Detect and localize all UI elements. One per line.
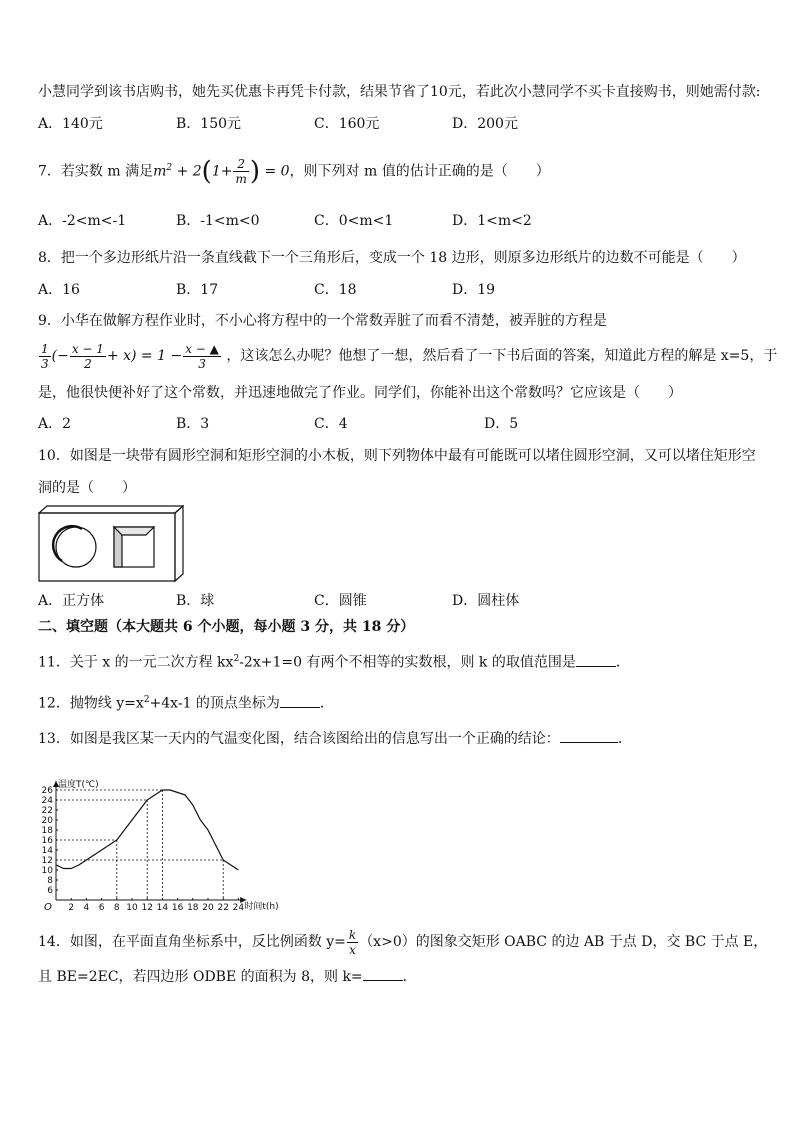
q7-frac-num: 2 [233,157,248,172]
q6-options [38,114,758,134]
y-tick-label: 12 [41,856,53,866]
q9-stem-line3: 是，他很快便补好了这个常数，并迅速地做完了作业。同学们，你能补出这个常数吗？它应该是（ ） [38,385,682,401]
x-tick-label: 12 [141,903,153,913]
x-tick-label: 22 [217,903,229,913]
q14-text2-a: 且 BE=2EC，若四边形 ODBE 的面积为 8，则 k= [38,969,363,985]
q9-option-c[interactable]: C．4 [314,416,348,432]
q14-fraction [347,928,358,957]
q9-frac1-num: 1 [41,341,49,356]
q9-option-d[interactable]: D．5 [484,416,519,432]
q7-fraction [233,157,248,186]
q9-option-b[interactable]: B．3 [176,416,210,432]
q14-stem-line1 [38,926,767,958]
q9-paren-open: (− [51,348,69,364]
y-tick-label: 10 [41,866,53,876]
square-hole-top-wall [114,527,154,535]
q14-answer-blank[interactable] [363,966,403,981]
q10-option-c[interactable]: C．圆锥 [314,593,367,609]
q7-option-b[interactable]: B．-1<m<0 [176,213,260,229]
q9-frac1-den: 3 [41,356,49,371]
q14-end: ． [402,969,417,985]
q6-stem: 小慧同学到该书店购书，她先买优惠卡再凭卡付款，结果节省了10元，若此次小慧同学不买卡直接购书，则她需付款: [38,84,761,100]
y-tick-label: 26 [41,786,53,796]
q14-text-b: （x>0）的图象交矩形 OABC 的边 AB 于点 D，交 BC 于点 E， [359,934,768,950]
y-tick-label: 20 [41,816,53,826]
x-tick-label: 4 [83,903,90,913]
board-side-face [175,506,183,581]
q14-text-a: 14．如图，在平面直角坐标系中，反比例函数 y= [38,934,346,950]
q12-text-b: +4x-1 的顶点坐标为 [149,695,280,712]
q6-option-c[interactable]: C．160元 [314,116,380,132]
x-tick-label: 10 [126,903,138,913]
y-axis-label: 温度T(℃) [58,780,99,790]
q9-frac3-num: x − ▲ [185,341,219,356]
q8-option-c[interactable]: C．18 [314,282,357,298]
q9-options [38,414,758,434]
x-tick-label: 18 [187,903,199,913]
q10-option-a[interactable]: A．正方体 [38,593,105,609]
q11-text-a: 11．关于 x 的一元二次方程 kx [38,654,234,671]
q9-frac3 [183,342,221,371]
q7-option-d[interactable]: D．1<m<2 [452,213,532,229]
q6-option-d[interactable]: D．200元 [452,116,518,132]
round-hole-shadow [53,526,82,561]
origin-label: O [44,902,52,913]
q10-option-b[interactable]: B．球 [176,593,215,609]
q7-prefix: 7．若实数 m 满足 [38,163,154,180]
q13-stem [38,728,632,749]
y-tick-label: 14 [41,846,53,856]
q7-plus2: + 2 [176,163,202,180]
q9-equation-line [38,338,777,374]
y-tick-label: 18 [41,826,53,836]
board-front-face [39,513,175,581]
q7-sq: 2 [166,163,173,173]
y-tick-label: 8 [47,876,53,886]
temperature-chart [34,756,280,916]
x-tick-label: 6 [98,903,105,913]
q7-option-c[interactable]: C．0<m<1 [314,213,394,229]
q11-text-b: -2x+1=0 有两个不相等的实数根，则 k 的取值范围是 [239,654,576,671]
q7-option-a[interactable]: A．-2<m<-1 [38,213,127,229]
q7-options [38,211,758,231]
q12-text-a: 12．抛物线 y=x [38,695,144,712]
y-tick-label: 16 [41,836,53,846]
q13-end: ． [617,731,632,747]
q7-one-plus: 1+ [211,163,233,180]
q11-sup: 2 [233,654,240,664]
q10-option-d[interactable]: D．圆柱体 [452,593,520,609]
x-tick-label: 14 [156,903,169,913]
q7-eq0: = 0 [264,163,290,180]
y-tick-label: 24 [41,796,53,806]
q10-stem-line2: 洞的是（ ） [38,480,136,496]
q12-end: ． [319,695,334,712]
q12-sup: 2 [143,695,150,705]
q8-option-b[interactable]: B．17 [176,282,219,298]
q9-stem-line2: ，这该怎么办呢？他想了一想，然后看了一下书后面的答案，知道此方程的解是 x=5，于 [226,348,778,364]
q8-option-d[interactable]: D．19 [452,282,496,298]
q6-option-a[interactable]: A．140元 [38,116,103,132]
q13-text: 13．如图是我区某一天内的气温变化图，结合该图给出的信息写出一个正确的结论： [38,731,560,747]
q12-stem [38,690,334,714]
x-tick-label: 16 [171,903,184,913]
x-tick-label: 2 [68,903,75,913]
q9-frac2-num: x − 1 [71,341,104,356]
q14-frac-num: k [348,927,357,942]
x-tick-label: 8 [113,903,120,913]
q11-answer-blank[interactable] [576,652,616,667]
q6-option-b[interactable]: B．150元 [176,116,242,132]
section-fill-in-heading: 二、填空题（本大题共 6 个小题，每小题 3 分，共 18 分） [38,619,415,635]
y-tick-label: 6 [47,886,53,896]
q9-frac3-den: 3 [198,356,206,371]
q8-stem: 8．把一个多边形纸片沿一条直线截下一个三角形后，变成一个 18 边形，则原多边形纸片的边数不可能是（ ） [38,250,746,266]
q7-m: m [153,163,167,180]
q9-frac1 [39,342,51,371]
q13-answer-blank[interactable] [560,728,618,743]
x-axis-label: 时间t(h) [244,902,279,912]
q8-option-a[interactable]: A．16 [38,282,80,298]
y-tick-label: 22 [41,806,53,816]
q9-stem-line1: 9．小华在做解方程作业时，不小心将方程中的一个常数弄脏了而看不清楚，被弄脏的方程是 [38,313,607,329]
q14-stem-line2 [38,966,417,987]
wood-board-figure [38,505,184,585]
q14-frac-den: x [349,942,356,957]
q11-end: ． [615,654,630,671]
board-top-face [39,506,183,513]
q10-stem-line1: 10．如图是一块带有圆形空洞和矩形空洞的小木板，则下列物体中最有可能既可以堵住圆形空洞，又可以堵住矩形空 [38,448,756,464]
q8-options [38,280,758,300]
q10-options [38,591,758,611]
x-tick-label: 24 [232,903,245,913]
q9-frac2 [70,342,106,371]
q11-stem [38,649,630,673]
q7-frac-den: m [235,172,247,187]
q9-frac2-den: 2 [84,356,92,371]
q7-stem: 7．若实数 m 满足$m^2 + 2(1+$ $\frac{2}{m}$ ) = 0，则下列对 m 值的估计正确的是（ ） [38,156,550,187]
q7-suffix: ，则下列对 m 值的估计正确的是（ ） [289,163,550,180]
q9-option-a[interactable]: A．2 [38,416,72,432]
q9-plus-x: + x) = 1 − [106,348,183,364]
q12-answer-blank[interactable] [280,693,320,708]
x-tick-label: 20 [202,903,214,913]
